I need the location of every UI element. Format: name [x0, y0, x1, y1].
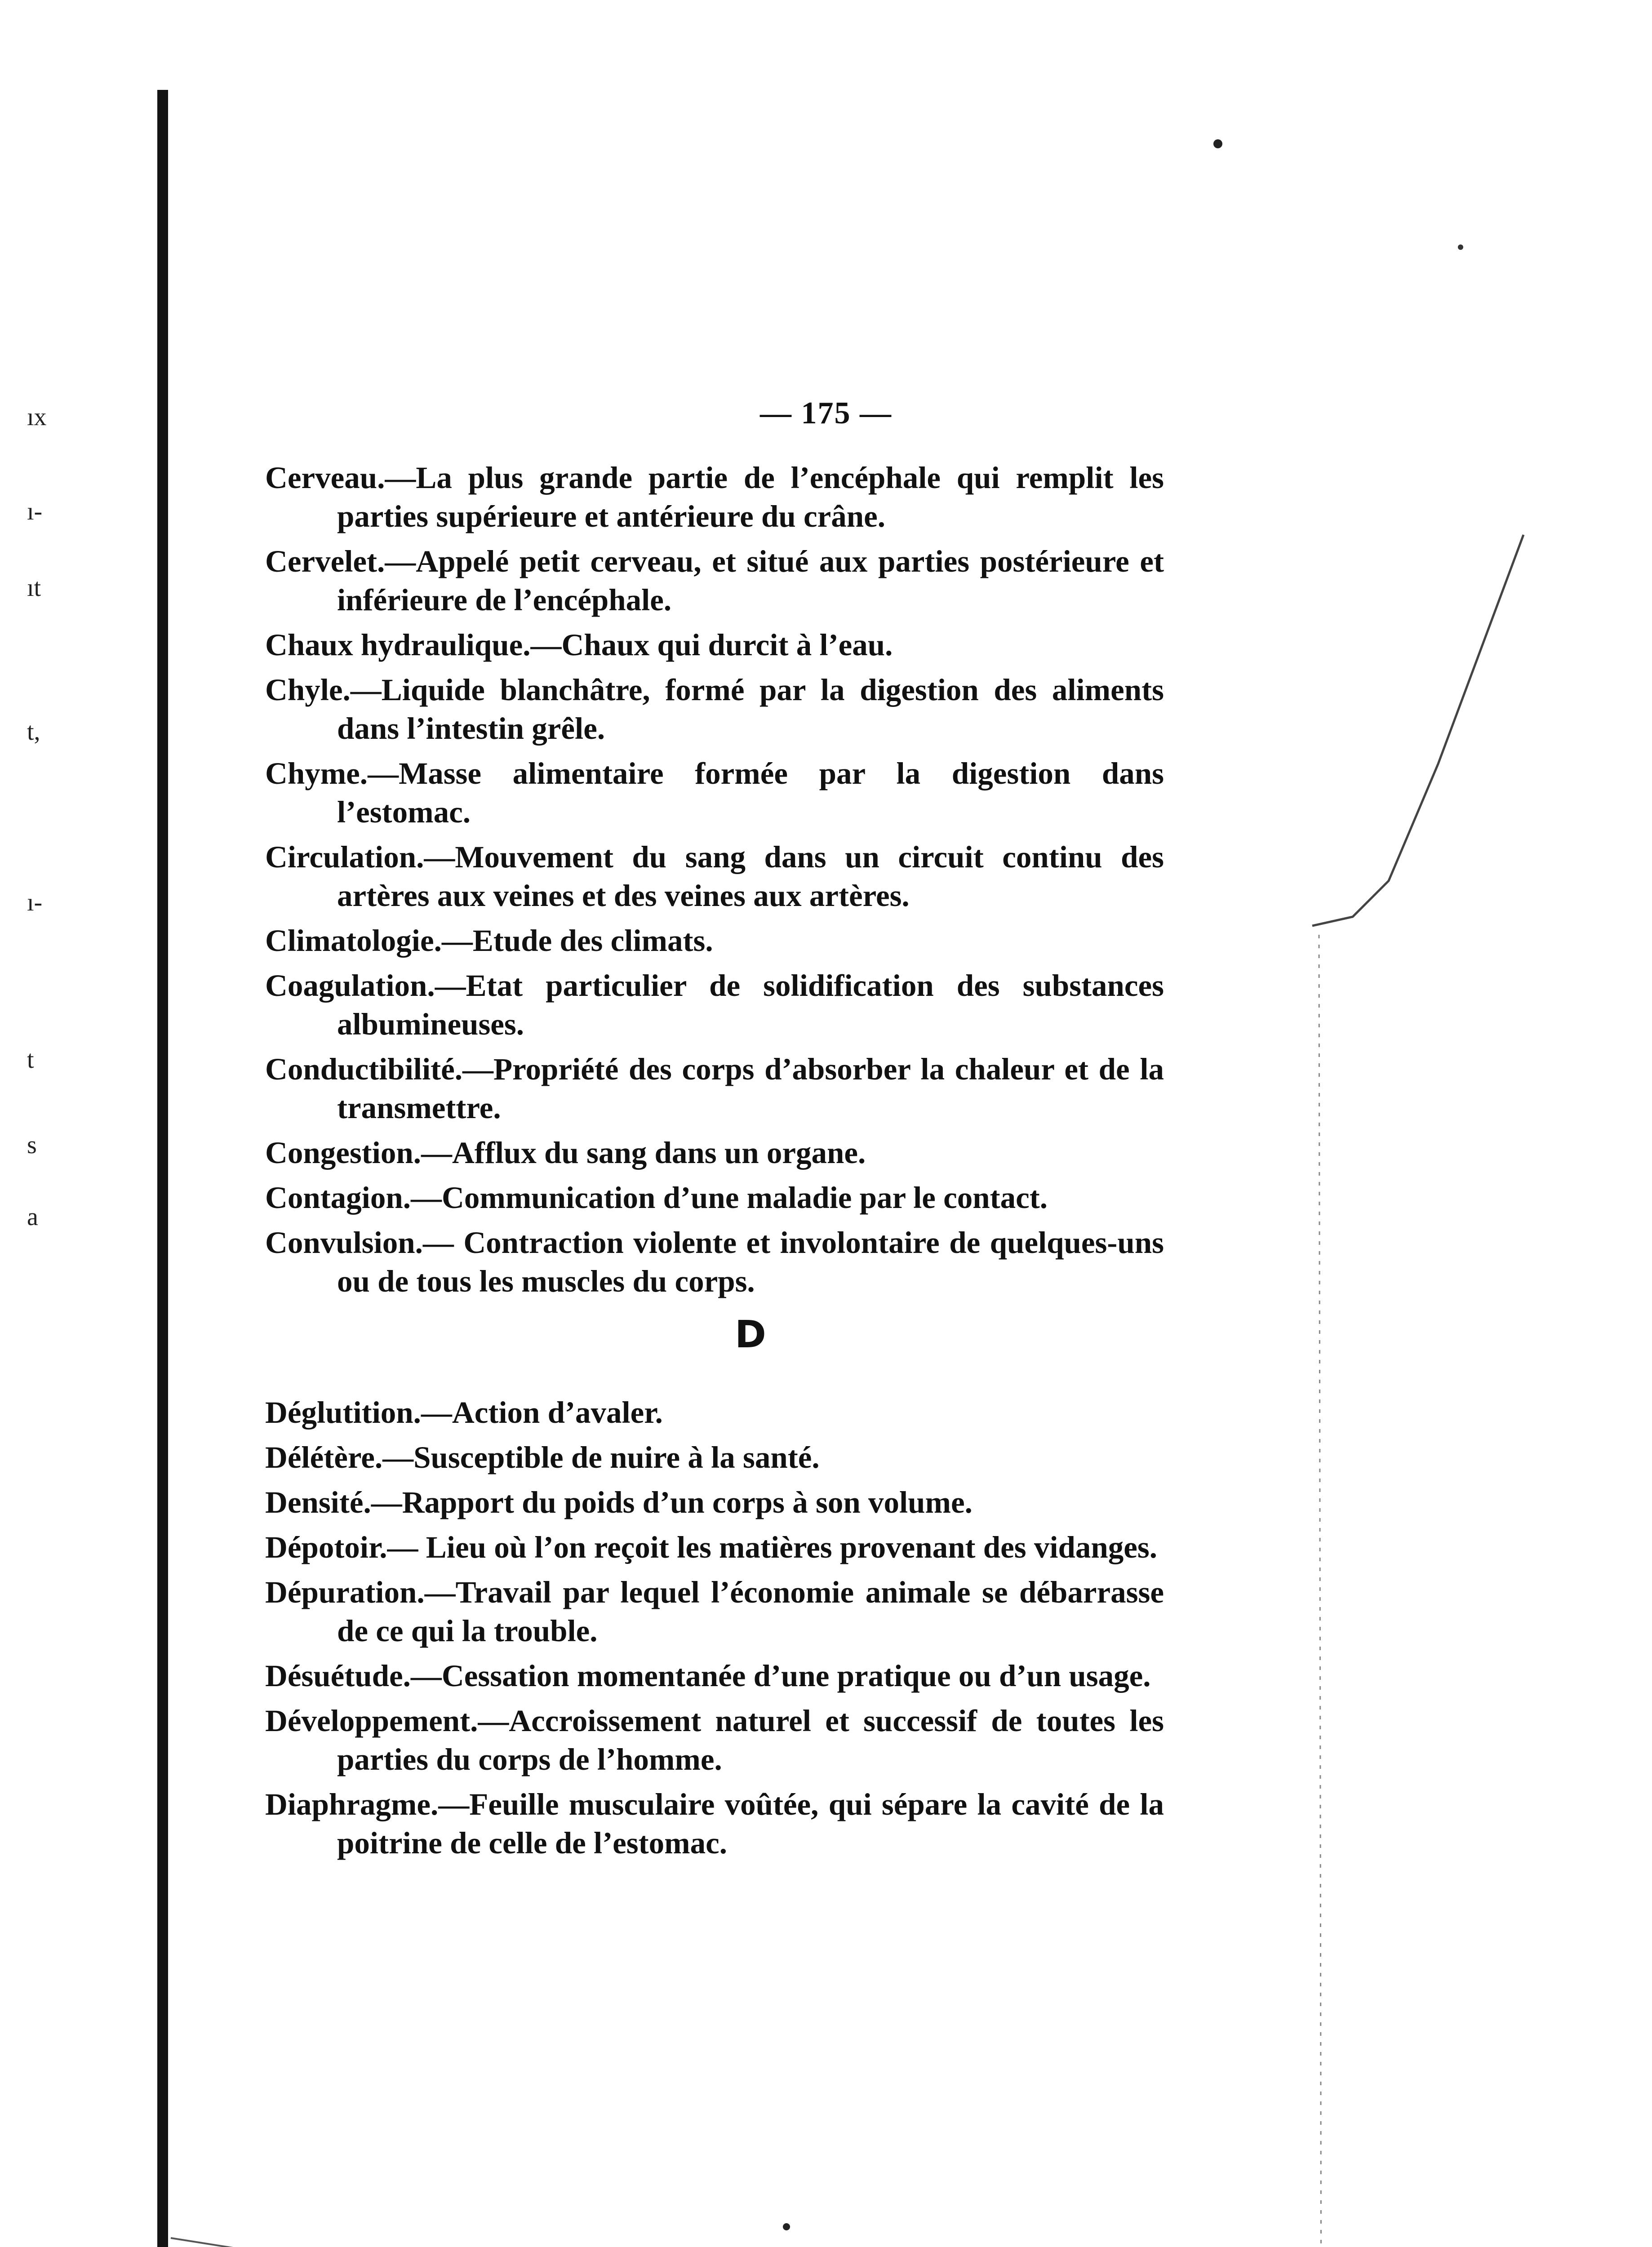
- entry-definition: —Rapport du poids d’un corps à son volume.: [371, 1485, 973, 1519]
- margin-fragment: t: [27, 1046, 34, 1074]
- glossary-entry: [265, 1393, 1164, 1432]
- entry-term: Chaux hydraulique.: [265, 628, 531, 662]
- glossary-section-c: [265, 458, 1164, 1307]
- glossary-entry: [265, 671, 1164, 748]
- glossary-entry: [265, 1528, 1164, 1567]
- entry-definition: —Etude des climats.: [441, 924, 713, 958]
- entry-term: Contagion.: [265, 1181, 411, 1215]
- paper-edge-line: [1319, 935, 1321, 2247]
- entry-term: Déglutition.: [265, 1395, 421, 1430]
- entry-term: Délétère.: [265, 1440, 383, 1474]
- glossary-entry: [265, 1785, 1164, 1862]
- entry-term: Densité.: [265, 1485, 371, 1519]
- entry-definition: — Lieu où l’on reçoit les matières provenant des vidanges.: [387, 1530, 1158, 1564]
- entry-definition: —Propriété des corps d’absorber la chaleur et de la transmettre.: [337, 1052, 1164, 1125]
- glossary-entry: [265, 1223, 1164, 1301]
- glossary-entry: [265, 626, 1164, 664]
- entry-definition: —Communication d’une maladie par le contact.: [410, 1181, 1048, 1215]
- entry-definition: —Masse alimentaire formée par la digestion dans l’estomac.: [337, 756, 1164, 829]
- entry-term: Conductibilité.: [265, 1052, 462, 1086]
- scan-speck: [1458, 244, 1463, 250]
- entry-definition: —Cessation momentanée d’une pratique ou d’un usage.: [410, 1659, 1151, 1693]
- glossary-entry: [265, 754, 1164, 831]
- margin-fragments: [18, 404, 85, 1843]
- paper-fold-line: [1312, 535, 1523, 926]
- glossary-entry: [265, 458, 1164, 536]
- entry-definition: —Accroissement naturel et successif de toutes les parties du corps de l’homme.: [337, 1704, 1164, 1776]
- entry-term: Diaphragme.: [265, 1787, 439, 1821]
- entry-definition: —La plus grande partie de l’encéphale qui remplit les parties supérieure et antérieure du crâne.: [337, 461, 1164, 533]
- entry-term: Convulsion.: [265, 1226, 423, 1260]
- scan-speck: [783, 2223, 790, 2230]
- margin-fragment: ı-: [27, 888, 43, 916]
- glossary-section-d: [265, 1393, 1164, 1869]
- entry-term: Circulation.: [265, 840, 424, 874]
- entry-definition: —Travail par lequel l’économie animale se débarrasse de ce qui la trouble.: [337, 1575, 1164, 1648]
- entry-definition: —Chaux qui durcit à l’eau.: [530, 628, 893, 662]
- entry-definition: —Mouvement du sang dans un circuit continu des artères aux veines et des veines aux artères.: [337, 840, 1164, 913]
- glossary-entry: [265, 1701, 1164, 1779]
- glossary-entry: [265, 838, 1164, 915]
- entry-term: Développement.: [265, 1704, 478, 1738]
- entry-term: Chyle.: [265, 673, 351, 707]
- page-number: — 175 —: [760, 396, 892, 431]
- glossary-entry: [265, 1573, 1164, 1650]
- glossary-entry: [265, 1483, 1164, 1522]
- glossary-entry: [265, 1050, 1164, 1127]
- entry-definition: —Afflux du sang dans un organe.: [421, 1136, 866, 1170]
- margin-fragment: ıx: [27, 403, 47, 431]
- margin-fragment: ıt: [27, 574, 41, 602]
- bottom-edge-line: [171, 2238, 881, 2247]
- margin-fragment: t,: [27, 718, 40, 746]
- glossary-entry: [265, 1656, 1164, 1695]
- margin-fragment: s: [27, 1131, 37, 1159]
- glossary-entry: [265, 1438, 1164, 1477]
- scan-speck: [1213, 139, 1222, 148]
- glossary-entry: [265, 921, 1164, 960]
- entry-term: Cervelet.: [265, 544, 385, 578]
- entry-term: Coagulation.: [265, 968, 435, 1003]
- glossary-entry: [265, 1133, 1164, 1172]
- entry-term: Climatologie.: [265, 924, 442, 958]
- entry-definition: — Contraction violente et involontaire de quelques-uns ou de tous les muscles du corps.: [337, 1226, 1164, 1298]
- section-letter-heading: D: [735, 1312, 766, 1356]
- entry-definition: —Action d’avaler.: [421, 1395, 663, 1430]
- entry-definition: —Liquide blanchâtre, formé par la digestion des aliments dans l’intestin grêle.: [337, 673, 1164, 746]
- glossary-entry: [265, 966, 1164, 1044]
- entry-term: Congestion.: [265, 1136, 421, 1170]
- entry-definition: —Feuille musculaire voûtée, qui sépare la cavité de la poitrine de celle de l’estomac.: [337, 1787, 1164, 1860]
- margin-fragment: ı-: [27, 497, 43, 525]
- margin-fragment: a: [27, 1203, 38, 1231]
- entry-definition: —Susceptible de nuire à la santé.: [382, 1440, 820, 1474]
- entry-term: Chyme.: [265, 756, 368, 790]
- entry-term: Cerveau.: [265, 461, 385, 495]
- entry-term: Désuétude.: [265, 1659, 411, 1693]
- entry-term: Dépotoir.: [265, 1530, 387, 1564]
- entry-definition: —Appelé petit cerveau, et situé aux parties postérieure et inférieure de l’encéphale.: [337, 544, 1164, 617]
- entry-definition: —Etat particulier de solidification des substances albumineuses.: [337, 968, 1164, 1041]
- glossary-entry: [265, 1178, 1164, 1217]
- entry-term: Dépuration.: [265, 1575, 425, 1609]
- glossary-entry: [265, 542, 1164, 619]
